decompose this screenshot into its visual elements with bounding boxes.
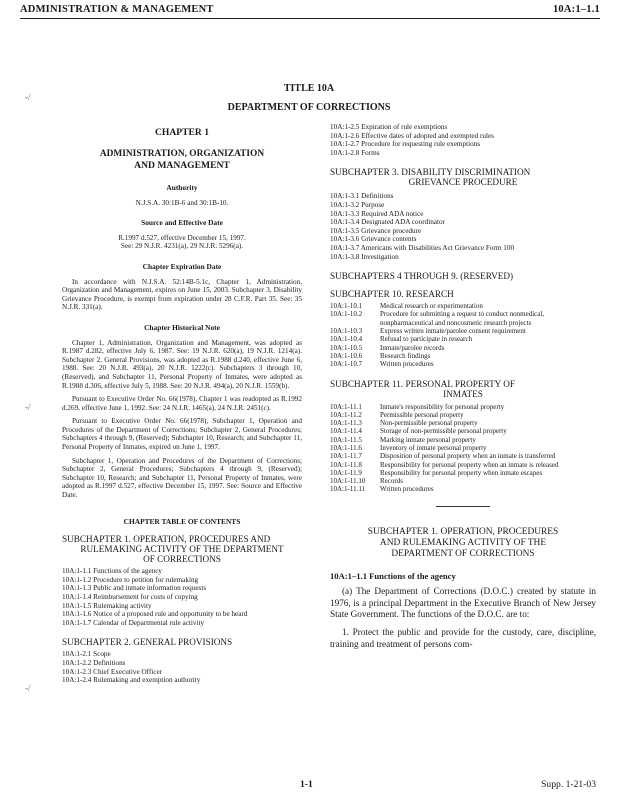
subchapter-3-list [330,192,596,261]
toc-item: 10A:1-2.4 Rulemaking and exemption authority [62,676,201,685]
toc-item: 10A:1-2.3 Chief Executive Officer [62,667,163,676]
history-paragraph: Chapter 1, Administration, Organization and Management, was adopted as R.1987 d.282, effective July 6, 1987. See: 19 N.J.R. 620(a), 19 N.J.R. 1214(a). Subchapter 2, General Provisions, was adopted as R.1988 d.240, effective June 6, 1988. See: 20 N.J.R. 493(a), 20 N.J.R. 1222(c). Subchapters 3 through 10, (Reserved), and Subchapter 11, Personal Property of Inmates, were adopted as R.1988 d.306, effective July 5, 1988. See: 20 N.J.R. 494(a), 20 N.J.R. 1559(b). [62,338,302,390]
toc-item: 10A:1-11.9 Responsibility for personal property when inmate escapes [330,468,543,477]
history-paragraph: Pursuant to Executive Order No. 66(1978), Subchapter 1, Operation and Procedures of the Department of Corrections; Subchapter 2, General Procedures; Subchapters 4 through 9, (Reserved); Subchapter 10, Research; and Subchapter 11, Personal Property of Inmates, expired on June 1, 1997. [62,417,302,452]
toc-item: 10A:1-3.1 Definitions [330,192,394,201]
right-column [330,123,596,657]
toc-item: 10A:1-3.4 Designated ADA coordinator [330,218,445,227]
toc-item: 10A:1-2.1 Scope [62,650,111,659]
toc-item: 10A:1-3.5 Grievance procedure [330,226,422,235]
toc-item: 10A:1-1.7 Calendar of Departmental rule activity [62,618,205,627]
toc-item: 10A:1-10.3 Express written inmate/parolee consent requirement [330,327,526,336]
source-line-1: R.1997 d.527, effective December 15, 1997. [118,233,246,242]
toc-item: 10A:1-2.5 Expiration of rule exemptions [330,123,448,131]
authority-text: N.J.S.A. 30:1B-6 and 30:1B-10. [135,198,229,207]
history-heading: Chapter Historical Note [144,322,220,332]
toc-item: 10A:1-3.8 Investigation [330,252,399,261]
subchapter-2-list [62,650,302,684]
subchapter-10-list [330,302,596,368]
toc-item: 10A:1-11.2 Permissible personal property [330,410,464,419]
toc-item: 10A:1-10.5 Inmate/parolee records [330,343,445,352]
expiration-text: In accordance with N.J.S.A. 52:14B-5.1c, Chapter 1, Administration, Organization and Management, expires on June 15, 2003. Subchapter 3, Disability Grievance Procedure, is exempt from expiration under 28 C.F.R. Part 35. See: 35 N.J.R. 331(a). [62,277,302,312]
toc-item: 10A:1-1.5 Rulemaking activity [62,601,152,610]
toc-item: 10A:1-10.2 Procedure for submitting a request to conduct nonmedical, nonpharmaceutical and noncosmetic research projects [330,310,545,327]
toc-item: 10A:1-11.11 Written procedures [330,485,434,494]
subchapter-2-list-continued [330,123,596,157]
section-paragraph: (a) The Department of Corrections (D.O.C.) created by statute in 1976, is a principal Department in the Executive Branch of New Jersey State Government. The functions of the D.O.C. are to: [330,586,596,619]
header-rule [20,18,600,19]
margin-mark: ‐/ [25,402,31,412]
toc-item: 10A:1-1.1 Functions of the agency [62,567,163,576]
authority-heading: Authority [166,183,198,192]
toc-item: 10A:1-2.6 Effective dates of adopted and exempted rules [330,131,494,140]
toc-item: 10A:1-2.8 Forms [330,148,380,157]
subchapters-4-9-heading: SUBCHAPTERS 4 THROUGH 9. (RESERVED) [330,271,514,282]
toc-item: 10A:1-10.1 Medical research or experimentation [330,302,483,311]
toc-item: 10A:1-11.1 Inmate's responsibility for personal property [330,402,505,411]
toc-item: 10A:1-1.4 Reimbursement for costs of copying [62,593,198,601]
toc-item: 10A:1-10.4 Refusal to participate in research [330,335,473,344]
subchapter-2-heading: SUBCHAPTER 2. GENERAL PROVISIONS [62,637,233,648]
source-heading: Source and Effective Date [141,218,223,228]
subchapter-1-list [62,567,302,627]
section-heading: 10A:1–1.1 Functions of the agency [330,570,456,581]
toc-item: 10A:1-2.2 Definitions [62,658,126,667]
toc-item: 10A:1-11.7 Disposition of personal property when an inmate is transferred [330,452,556,461]
header-right: 10A:1–1.1 [552,4,600,15]
toc-item: 10A:1-11.5 Marking inmate personal property [330,435,476,444]
margin-mark: ‐/ [25,92,31,102]
section-divider [436,506,490,507]
toc-item: 10A:1-1.6 Notice of a proposed rule and opportunity to be heard [62,610,248,619]
margin-mark: ‐/ [25,683,31,693]
toc-item: 10A:1-1.3 Public and inmate information requests [62,584,207,593]
chapter-title-line-1: ADMINISTRATION, ORGANIZATION [99,149,265,159]
toc-heading: CHAPTER TABLE OF CONTENTS [123,516,241,526]
toc-item: 10A:1-2.7 Procedure for requesting rule exemptions [330,140,481,149]
toc-item: 10A:1-11.6 Inventory of inmate personal property [330,443,487,452]
toc-item: 10A:1-11.3 Non-permissible personal property [330,419,478,428]
page-number: 1-1 [300,779,313,790]
history-paragraph: Subchapter 1, Operation and Procedures of the Department of Corrections; Subchapter 2, General Procedures; Subchapters 4 through 9, (Reserved); Subchapter 10, Research; and Subchapter 11, Personal Property of Inmates, were adopted as R.1997 d.527, effective December 15, 1997. See: Source and Effective Date. [62,456,302,500]
toc-item: 10A:1-11.8 Responsibility for personal property when an inmate is released [330,460,559,469]
running-header [20,4,600,18]
toc-item: 10A:1-3.6 Grievance contents [330,235,417,244]
expiration-heading: Chapter Expiration Date [142,261,222,271]
supplement-date: Supp. 1-21-03 [541,779,596,790]
body-subchapter-heading: SUBCHAPTER 1. OPERATION, PROCEDURES AND RULEMAKING ACTIVITY OF THE DEPARTMENT OF CORRECTIONS [367,526,559,559]
toc-item: 10A:1-1.2 Procedure to petition for rulemaking [62,575,199,584]
subchapter-11-heading: SUBCHAPTER 11. PERSONAL PROPERTY OF INMATES [330,378,516,399]
chapter-number: CHAPTER 1 [154,127,210,138]
toc-item: 10A:1-10.7 Written procedures [330,360,434,369]
history-paragraph: Pursuant to Executive Order No. 66(1978), Chapter 1 was readopted as R.1992 d.269, effective June 1, 1992. See: 24 N.J.R. 1465(a), 24 N.J.R. 2451(c). [62,395,302,412]
subchapter-10-heading: SUBCHAPTER 10. RESEARCH [330,289,454,300]
left-column [62,123,302,685]
toc-item: 10A:1-11.10 Records [330,477,403,486]
toc-item: 10A:1-3.2 Purpose [330,200,385,209]
source-line-2: See: 29 N.J.R. 4231(a), 29 N.J.R. 5296(a). [120,242,244,251]
department-heading: DEPARTMENT OF CORRECTIONS [227,102,391,113]
title: TITLE 10A [283,83,335,94]
chapter-title-line-2: AND MANAGEMENT [134,160,230,171]
header-left: ADMINISTRATION & MANAGEMENT [20,4,214,15]
subchapter-1-heading: SUBCHAPTER 1. OPERATION, PROCEDURES AND RULEMAKING ACTIVITY OF THE DEPARTMENT OF CORRECTIONS [62,534,284,565]
subchapter-11-list [330,403,596,494]
toc-item: 10A:1-10.6 Research findings [330,351,431,360]
section-paragraph: 1. Protect the public and provide for the custody, care, discipline, training and treatment of persons com- [330,627,596,649]
toc-item: 10A:1-3.7 Americans with Disabilities Act Grievance Form 100 [330,243,515,252]
subchapter-3-heading: SUBCHAPTER 3. DISABILITY DISCRIMINATION GRIEVANCE PROCEDURE [330,167,531,188]
toc-item: 10A:1-11.4 Storage of non-permissible personal property [330,427,507,436]
toc-item: 10A:1-3.3 Required ADA notice [330,209,424,218]
